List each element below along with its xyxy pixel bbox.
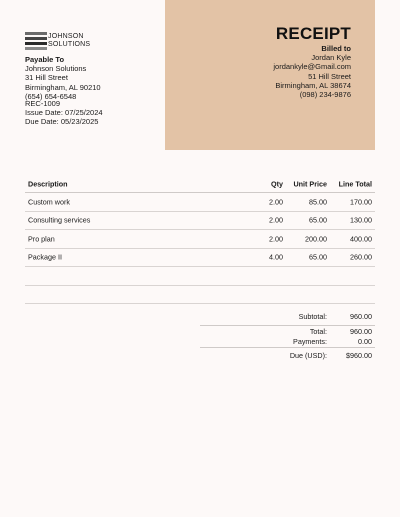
subtotal-value: 960.00 <box>350 312 372 321</box>
document-title: RECEIPT <box>275 24 351 43</box>
line-items-table <box>25 175 375 304</box>
billed-city: Birmingham, AL 38674 <box>275 80 351 90</box>
payable-to-block <box>25 55 101 101</box>
payable-city: Birmingham, AL 90210 <box>25 82 101 92</box>
total-line <box>200 327 375 337</box>
logo-line-2: SOLUTIONS <box>48 40 91 48</box>
logo-line-1: JOHNSON <box>48 33 84 40</box>
table-row <box>25 230 375 249</box>
row-qty: 4.00 <box>269 252 283 262</box>
billed-street: 51 Hill Street <box>308 71 351 81</box>
billed-phone: (098) 234-9876 <box>299 90 351 100</box>
due-date-value: 05/23/2025 <box>60 117 99 127</box>
issue-date-value: 07/25/2024 <box>65 108 103 118</box>
due-value: $960.00 <box>346 351 372 360</box>
payments-line <box>200 337 375 347</box>
billed-to-block <box>273 44 351 99</box>
totals-block <box>200 312 375 361</box>
row-unit-price: 200.00 <box>305 234 327 244</box>
header-line-total: Line Total <box>338 179 372 188</box>
row-qty: 2.00 <box>269 234 283 244</box>
table-row <box>25 212 375 231</box>
row-unit-price: 65.00 <box>309 215 327 225</box>
table-row-empty <box>25 267 375 286</box>
table-row <box>25 249 375 268</box>
payable-street: 31 Hill Street <box>25 73 68 83</box>
header-qty: Qty <box>271 179 283 188</box>
issue-date-label: Issue Date: <box>25 108 63 118</box>
due-date-line <box>25 117 103 126</box>
row-qty: 2.00 <box>269 215 283 225</box>
totals-divider <box>200 325 375 326</box>
due-line <box>200 351 375 361</box>
subtotal-line <box>200 312 375 322</box>
row-line-total: 170.00 <box>350 197 372 207</box>
row-description: Pro plan <box>28 234 55 244</box>
row-line-total: 130.00 <box>350 215 372 225</box>
row-line-total: 400.00 <box>350 234 372 244</box>
payments-label: Payments: <box>293 337 327 346</box>
payable-phone: (654) 654-6548 <box>25 91 77 101</box>
logo-bars-icon <box>25 32 47 50</box>
billed-email: jordankyle@Gmail.com <box>273 62 351 72</box>
due-label: Due (USD): <box>289 351 327 360</box>
due-date-label: Due Date: <box>25 117 59 127</box>
payments-value: 0.00 <box>358 337 372 346</box>
table-header-row <box>25 175 375 193</box>
row-unit-price: 85.00 <box>309 197 327 207</box>
receipt-number: REC-1009 <box>25 99 61 108</box>
table-row <box>25 193 375 212</box>
total-label: Total: <box>309 327 327 336</box>
total-value: 960.00 <box>350 327 372 336</box>
receipt-meta <box>25 99 103 127</box>
row-description: Custom work <box>28 197 70 207</box>
row-unit-price: 65.00 <box>309 252 327 262</box>
issue-date-line <box>25 108 103 117</box>
row-description: Consulting services <box>28 215 91 225</box>
table-row-empty <box>25 286 375 305</box>
company-logo <box>25 32 95 50</box>
billed-to-heading: Billed to <box>321 44 351 53</box>
row-qty: 2.00 <box>269 197 283 207</box>
logo-wordmark <box>48 33 90 48</box>
row-line-total: 260.00 <box>350 252 372 262</box>
totals-divider <box>200 347 375 348</box>
header-unit-price: Unit Price <box>293 179 327 188</box>
subtotal-label: Subtotal: <box>298 312 327 321</box>
row-description: Package II <box>28 252 62 262</box>
billed-name: Jordan Kyle <box>311 53 351 63</box>
payable-name: Johnson Solutions <box>25 64 87 74</box>
header-description: Description <box>28 179 68 188</box>
payable-to-heading: Payable To <box>25 55 65 64</box>
billed-to-panel <box>165 0 375 150</box>
